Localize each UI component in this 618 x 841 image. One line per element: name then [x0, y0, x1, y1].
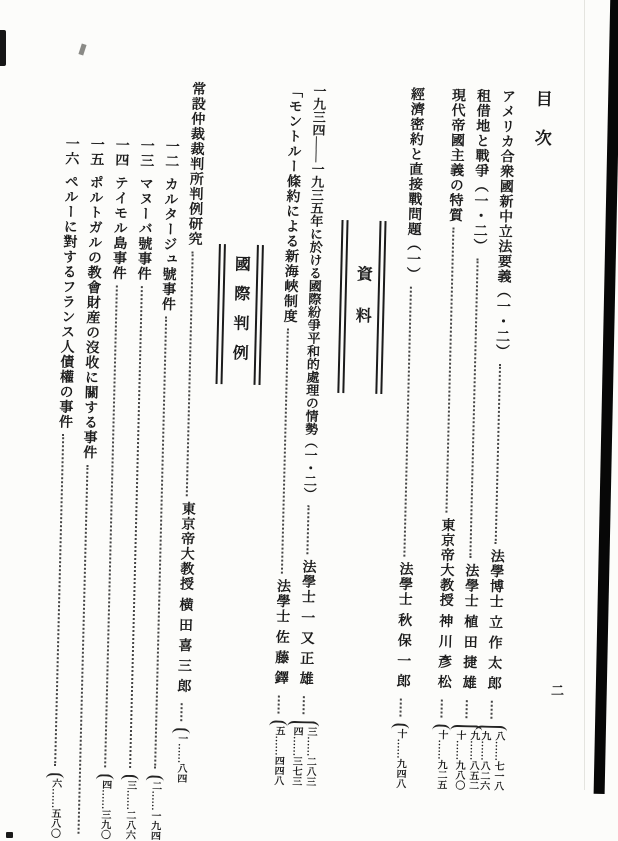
page-numbers — [286, 721, 320, 787]
scan-gutter-band — [594, 0, 618, 794]
entry-author — [271, 579, 291, 691]
entry-title: カルタージュ號事件 — [159, 176, 178, 312]
dotted-leader — [154, 317, 167, 769]
page-ref: 四……三七三 — [289, 725, 303, 787]
page-numbers — [474, 725, 508, 791]
entry-author — [173, 501, 195, 699]
entry-author — [434, 517, 455, 695]
page-numbers — [44, 773, 64, 838]
entry-author — [393, 561, 413, 694]
author-role: 東京帝大教授 — [437, 517, 455, 608]
author-role: 法學士 — [462, 562, 479, 609]
entry-title: マヌーバ號事件 — [135, 175, 153, 282]
dotted-leader — [277, 696, 279, 714]
page-ref: 二……一九四 — [148, 780, 161, 841]
entry-title: アメリカ合衆國新中立法要義（一・二） — [493, 88, 516, 360]
scan-artifact — [6, 832, 13, 838]
page-numbers — [119, 775, 139, 840]
entry-title: ペルーに對するフランス人債權の事件 — [56, 174, 78, 430]
page-numbers — [94, 774, 114, 839]
dotted-leader — [54, 434, 64, 766]
dotted-leader — [469, 258, 478, 558]
case-number: 一二 — [163, 138, 179, 169]
dotted-leader — [129, 286, 143, 768]
entry-title: 租借地と戰爭（一・二） — [471, 88, 491, 254]
author-name: 立作太郎 — [485, 614, 503, 696]
case-number: 一六 — [63, 136, 79, 167]
scan-crease-line — [584, 0, 585, 790]
author-name: 植田捷雄 — [460, 613, 478, 696]
toc-title-text: 目次 — [531, 89, 552, 169]
scan-artifact — [0, 30, 6, 66]
section-header-hanrei — [216, 244, 264, 385]
author-role: 法學士 — [274, 578, 291, 624]
author-role: 法學士 — [396, 561, 413, 607]
entry-author — [459, 563, 479, 696]
author-name: 秋保一郎 — [394, 612, 412, 694]
author-name: 神川彥松 — [435, 613, 453, 695]
section-header-shiryo — [337, 220, 386, 394]
dotted-leader — [306, 505, 309, 554]
page-numbers — [144, 775, 164, 840]
case-number: 一四 — [113, 137, 129, 168]
page-ref: 十……九四八 — [393, 728, 407, 789]
entry-title: 經濟密約と直接戰問題（一） — [404, 86, 425, 282]
toc-page-number: 二 — [550, 683, 564, 698]
entry-title: テイモル島事件 — [110, 175, 128, 281]
dotted-leader — [440, 700, 442, 718]
page-numbers — [390, 723, 410, 788]
entry-title: 一九三四――一九三五年に於ける國際紛爭平和的處理の情勢（一・二） — [301, 84, 327, 501]
page-ref: 九……八五二 — [466, 730, 480, 791]
page-ref: 一……八四 — [174, 733, 187, 784]
toc-title — [516, 90, 551, 792]
page-numbers — [171, 728, 190, 783]
dotted-leader — [445, 228, 454, 513]
entry-title: 「モントルー條約による新海峽制度 — [281, 83, 303, 324]
dotted-leader — [77, 465, 88, 834]
author-name: 一又正雄 — [297, 609, 315, 692]
page-ref: 九……八二六 — [477, 730, 491, 791]
section-header-text: 資料 — [352, 265, 372, 349]
page-numbers — [431, 724, 451, 789]
section-header-text: 國際判例 — [229, 255, 250, 374]
author-role: 法學博士 — [487, 548, 504, 609]
scan-artifact — [78, 43, 86, 55]
page-ref: 十……九八〇 — [452, 729, 466, 791]
dotted-leader — [403, 287, 412, 557]
dotted-leader — [302, 696, 304, 714]
dotted-leader — [490, 701, 492, 719]
author-role: 東京帝大教授 — [177, 500, 196, 591]
dotted-leader — [281, 329, 289, 574]
page-ref: 十……九二五 — [434, 729, 448, 790]
case-number: 一三 — [138, 137, 154, 169]
dotted-leader — [399, 699, 401, 717]
dotted-leader — [186, 251, 194, 495]
entry-title: 現代帝國主義の特質 — [446, 87, 466, 223]
page-ref: 六……五八〇 — [48, 778, 61, 839]
page-numbers — [268, 720, 288, 785]
page-ref: 三……二八三 — [303, 726, 317, 787]
case-number: 一五 — [88, 136, 104, 168]
author-role: 法學士 — [299, 558, 316, 605]
page-ref: 三……二八六 — [123, 779, 136, 841]
author-name: 横田喜三郎 — [175, 596, 193, 699]
dotted-leader — [104, 285, 118, 767]
dotted-leader — [465, 700, 467, 718]
entry-title: 常設仲裁裁判所判例研究 — [186, 81, 206, 247]
toc-content — [46, 78, 552, 841]
dotted-leader — [180, 703, 182, 721]
entry-author — [484, 548, 504, 696]
author-name: 佐藤鐸 — [272, 629, 289, 691]
entry-author — [296, 559, 316, 692]
page-ref: 八……七一八 — [491, 730, 505, 792]
page-ref: 五……四四八 — [271, 725, 285, 786]
page-ref: 四……三九〇 — [98, 779, 111, 840]
toc-entry-economic-pacts — [390, 87, 425, 789]
dotted-leader — [495, 364, 501, 544]
entry-title: ポルトガルの教會財産の沒收に關する事件 — [81, 174, 103, 461]
